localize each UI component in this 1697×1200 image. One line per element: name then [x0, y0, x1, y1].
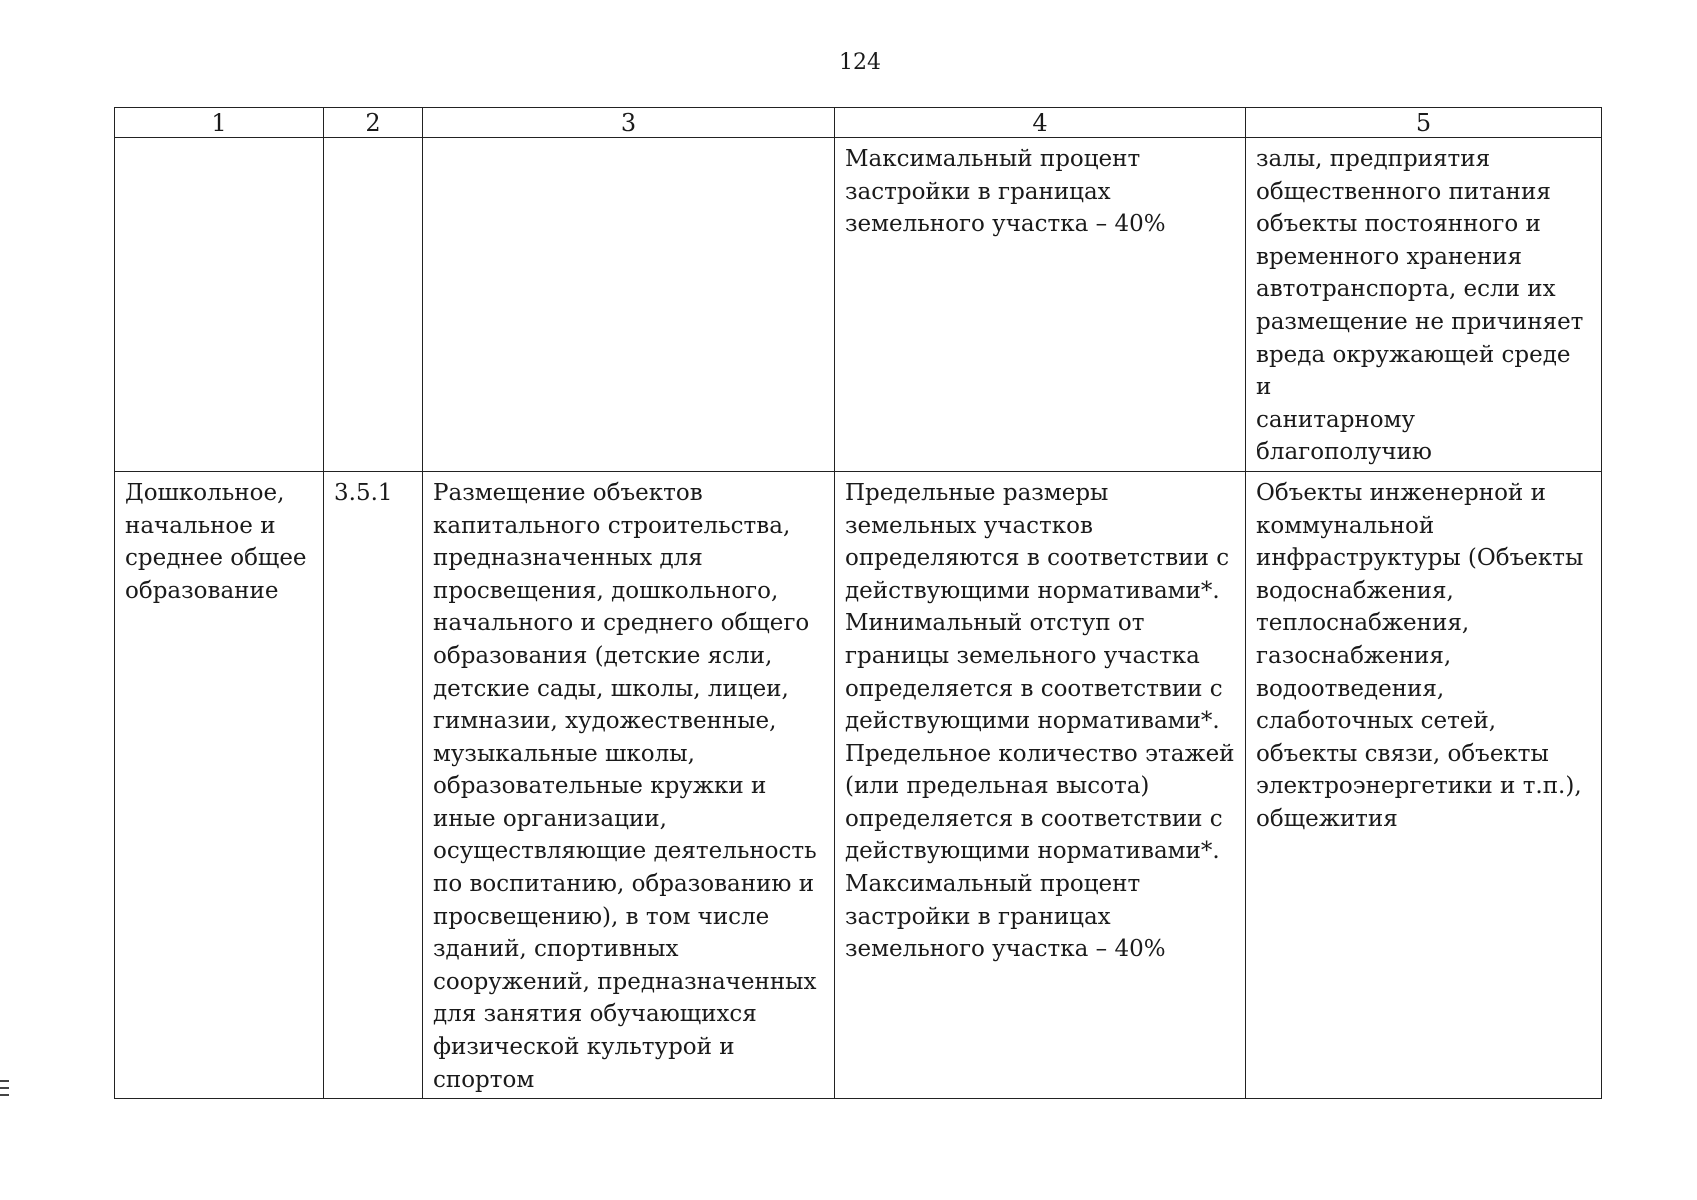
- cell-auxiliary-uses: Объекты инженерной и коммунальной инфраструктуры (Объекты водоснабжения, теплоснабжения, газоснабжения, водоотведения, слаботочных сетей, объекты связи, объекты электроэнергетики и т.п.), общежития: [1246, 471, 1602, 1098]
- header-col-2: 2: [324, 108, 423, 138]
- cell-description: Размещение объектов капитального строительства, предназначенных для просвещения, дошкольного, начального и среднего общего образования (детские ясли, детские сады, школы, лицеи, гимназии, художественные, музыкальные школы, образовательные кружки и иные организации, осуществляющие деятельность по воспитанию, образованию и просвещению), в том числе зданий, спортивных сооружений, предназначенных для занятия обучающихся физической культурой и спортом: [423, 471, 835, 1098]
- cell-code: [324, 138, 423, 472]
- scan-edge-mark: [0, 1080, 9, 1096]
- cell-description: [423, 138, 835, 472]
- zoning-table: [114, 107, 1602, 1099]
- cell-use-name: Дошкольное, начальное и среднее общее образование: [115, 471, 324, 1098]
- cell-parameters: Максимальный процент застройки в границах земельного участка – 40%: [835, 138, 1246, 472]
- header-col-3: 3: [423, 108, 835, 138]
- header-col-4: 4: [835, 108, 1246, 138]
- header-col-5: 5: [1246, 108, 1602, 138]
- cell-use-name: [115, 138, 324, 472]
- table-header-row: [115, 108, 1602, 138]
- cell-parameters: Предельные размеры земельных участков определяются в соответствии с действующими нормативами*. Минимальный отступ от границы земельного участка определяется в соответствии с действующими нормативами*. Предельное количество этажей (или предельная высота) определяется в соответствии с действующими нормативами*. Максимальный процент застройки в границах земельного участка – 40%: [835, 471, 1246, 1098]
- table-row: [115, 138, 1602, 472]
- table-row: [115, 471, 1602, 1098]
- page-number: 124: [839, 50, 881, 75]
- header-col-1: 1: [115, 108, 324, 138]
- cell-auxiliary-uses: залы, предприятия общественного питания объекты постоянного и временного хранения автотранспорта, если их размещение не причиняет вреда окружающей среде и санитарному благополучию: [1246, 138, 1602, 472]
- cell-code: 3.5.1: [324, 471, 423, 1098]
